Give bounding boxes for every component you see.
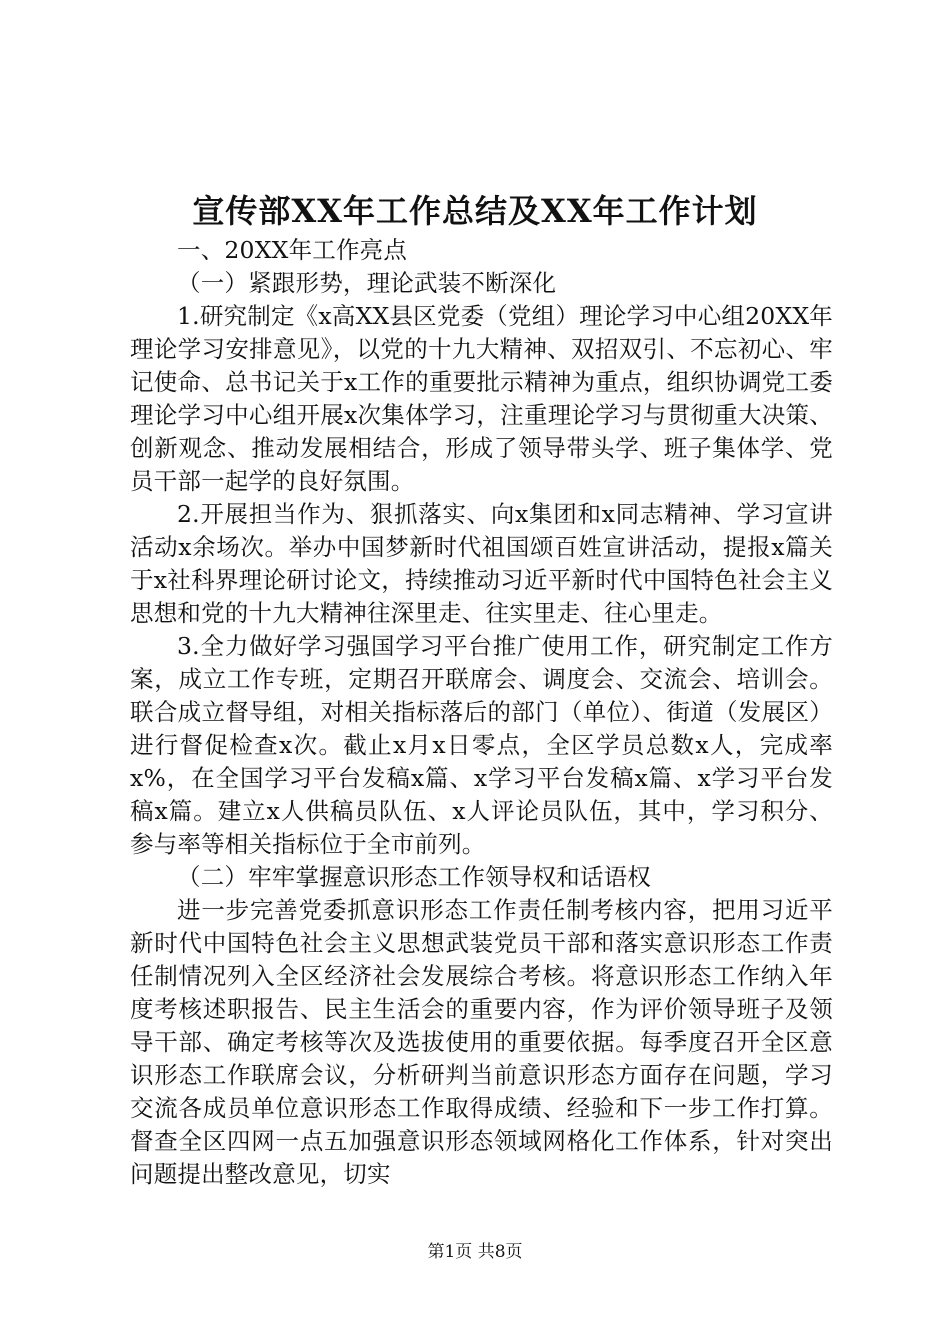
body-paragraph: 2.开展担当作为、狠抓落实、向x集团和x同志精神、学习宣讲活动x余场次。举办中国梦新时代祖国颂百姓宣讲活动，提报x篇关于x社科界理论研讨论文，持续推动习近平新时代中国特色社会主义思想和党的十九大精神往深里走、往实里走、往心里走。 [130, 500, 833, 627]
page-footer: 第1页 共8页 [427, 1242, 523, 1262]
body-paragraph: 1.研究制定《x高XX县区党委（党组）理论学习中心组20XX年理论学习安排意见》，以党的十九大精神、双招双引、不忘初心、牢记使命、总书记关于x工作的重要批示精神为重点，组织协调党工委理论学习中心组开展x次集体学习，注重理论学习与贯彻重大决策、创新观念、推动发展相结合，形成了领导带头学、班子集体学、党员干部一起学的良好氛围。 [130, 302, 833, 495]
subsection-heading: （二）牢牢掌握意识形态工作领导权和话语权 [177, 863, 651, 891]
body-paragraph: 3.全力做好学习强国学习平台推广使用工作，研究制定工作方案，成立工作专班，定期召开联席会、调度会、交流会、培训会。联合成立督导组，对相关指标落后的部门（单位）、街道（发展区）进行督促检查x次。截止x月x日零点，全区学员总数x人，完成率x%，在全国学习平台发稿x篇、x学习平台发稿x篇、x学习平台发稿x篇。建立x人供稿员队伍、x人评论员队伍，其中，学习积分、参与率等相关指标位于全市前列。 [130, 632, 833, 858]
subsection-heading: （一）紧跟形势，理论武装不断深化 [177, 269, 557, 297]
section-heading: 一、20XX年工作亮点 [177, 236, 408, 264]
document-body [130, 234, 833, 1191]
document-title: 宣传部XX年工作总结及XX年工作计划 [192, 192, 758, 230]
body-paragraph: 进一步完善党委抓意识形态工作责任制考核内容，把用习近平新时代中国特色社会主义思想武装党员干部和落实意识形态工作责任制情况列入全区经济社会发展综合考核。将意识形态工作纳入年度考核述职报告、民主生活会的重要内容，作为评价领导班子及领导干部、确定考核等次及选拔使用的重要依据。每季度召开全区意识形态工作联席会议，分析研判当前意识形态方面存在问题，学习交流各成员单位意识形态工作取得成绩、经验和下一步工作打算。督查全区四网一点五加强意识形态领域网格化工作体系，针对突出问题提出整改意见，切实 [130, 896, 833, 1188]
